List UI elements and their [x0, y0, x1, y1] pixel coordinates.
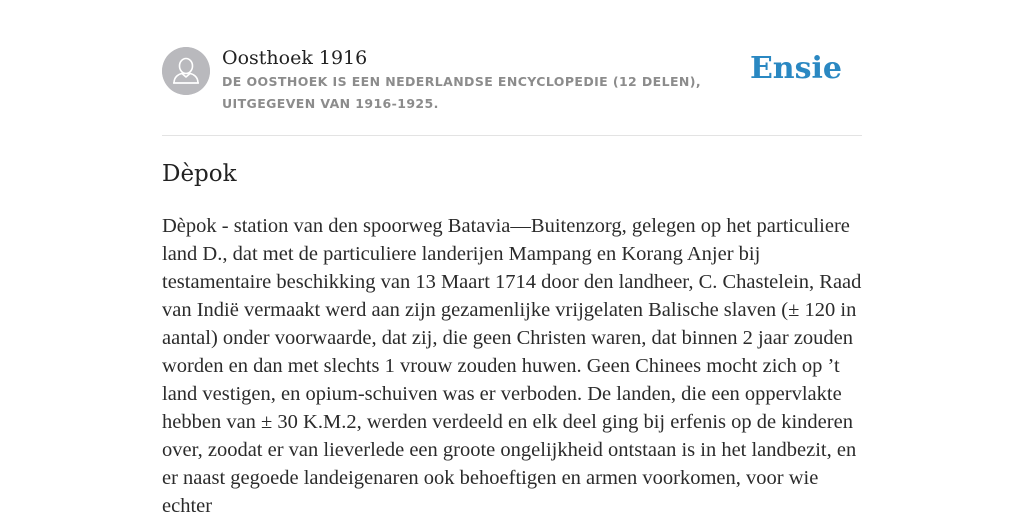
user-avatar-icon [162, 47, 210, 95]
article-body: Dèpok - station van den spoorweg Batavia—Buitenzorg, gelegen op het particuliere land D., dat met de particuliere landerijen Mampang en Korang Anjer bij testamentaire beschikking van 13 Maart 1714 door den landheer, C. Chastelein, Raad van Indië vermaakt werd aan zijn gezamenlijke vrijgelaten Balische slaven (± 120 in aantal) onder voorwaarde, dat zij, die geen Christen waren, dat binnen 2 jaar zouden worden en dan met slechts 1 vrouw zouden huwen. Geen Chinees mocht zich op ’t land vestigen, en opium-schuiven was er verboden. De landen, die een oppervlakte hebben van ± 30 K.M.2, werden verdeeld en elk deel ging bij erfenis op de kinderen over, zoodat er van lieverlede een groote ongelijkheid ontstaan is in het landbezit, en er naast gegoede landeigenaren ook behoeftigen en armen voorkomen, voor wie echter [162, 215, 862, 517]
ensie-logo-link[interactable]: Ensie [749, 51, 842, 86]
source-header [162, 0, 862, 136]
source-description: DE OOSTHOEK IS EEN NEDERLANDSE ENCYCLOPEDIE (12 DELEN), UITGEGEVEN VAN 1916-1925. [222, 74, 702, 111]
article-title: Dèpok [162, 161, 237, 187]
page-container [162, 0, 862, 517]
source-title[interactable]: Oosthoek 1916 [222, 47, 368, 69]
